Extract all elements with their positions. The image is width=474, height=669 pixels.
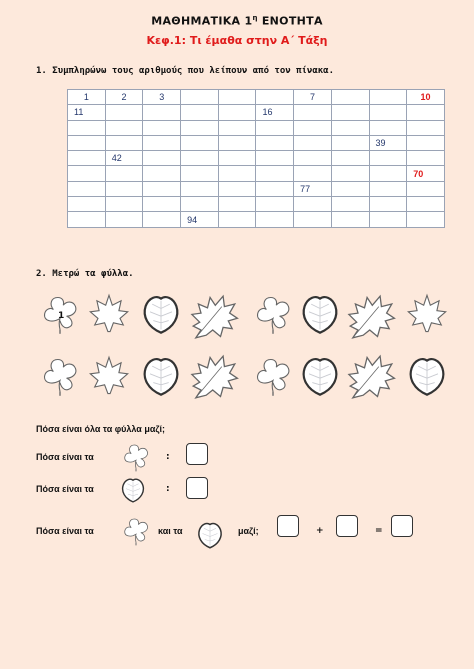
- number-table-cell[interactable]: 11: [68, 105, 106, 120]
- exercise-2-instruction: 2. Μετρώ τα φύλλα.: [36, 269, 134, 279]
- number-table-cell[interactable]: [143, 181, 181, 196]
- number-table-cell[interactable]: [68, 212, 106, 227]
- number-table-cell[interactable]: [407, 135, 445, 150]
- clover-leaf-icon: [117, 441, 155, 473]
- big-leaf-icon: [345, 351, 397, 403]
- number-table-cell[interactable]: [256, 212, 294, 227]
- number-table-cell[interactable]: [407, 105, 445, 120]
- clover-leaf-icon: [251, 351, 295, 401]
- round-leaf-count-answer-box[interactable]: [186, 477, 208, 499]
- plus-symbol: +: [316, 526, 324, 536]
- number-table-cell[interactable]: [143, 166, 181, 181]
- number-table-cell[interactable]: [143, 120, 181, 135]
- number-table-cell[interactable]: [369, 120, 407, 135]
- number-table-cell[interactable]: [181, 135, 219, 150]
- big-leaf-icon: [188, 291, 240, 343]
- number-table-cell[interactable]: [256, 181, 294, 196]
- number-table-cell[interactable]: [143, 105, 181, 120]
- question-both-label: Πόσα είναι τα: [36, 526, 94, 536]
- round-leaf-icon: [139, 291, 183, 337]
- number-table-cell[interactable]: 42: [105, 151, 143, 166]
- number-table-cell[interactable]: [143, 197, 181, 212]
- number-table-cell[interactable]: [218, 120, 256, 135]
- clover-leaf-icon: [38, 351, 82, 401]
- colon-symbol: :: [166, 484, 170, 494]
- question-clover-label: Πόσα είναι τα: [36, 452, 94, 462]
- round-leaf-icon: [195, 518, 225, 552]
- number-table-cell[interactable]: [369, 197, 407, 212]
- number-table-cell[interactable]: [256, 197, 294, 212]
- number-table-cell[interactable]: [143, 151, 181, 166]
- number-table-cell[interactable]: [105, 197, 143, 212]
- number-table-cell[interactable]: [331, 90, 369, 105]
- maple5-leaf-icon: [87, 351, 131, 401]
- number-table-cell[interactable]: 3: [143, 90, 181, 105]
- clover-leaf-icon: [251, 291, 295, 337]
- number-table-row: [68, 151, 445, 166]
- number-table-cell[interactable]: 77: [294, 181, 332, 196]
- sum-addend-1-box[interactable]: [277, 515, 299, 537]
- number-table-cell[interactable]: [407, 151, 445, 166]
- number-table-cell[interactable]: [143, 135, 181, 150]
- number-table-cell[interactable]: [256, 135, 294, 150]
- number-table-cell[interactable]: [407, 181, 445, 196]
- number-table-cell[interactable]: [331, 212, 369, 227]
- number-table-cell[interactable]: [218, 166, 256, 181]
- number-table-cell[interactable]: 2: [105, 90, 143, 105]
- number-table-cell[interactable]: 70: [407, 166, 445, 181]
- number-table-cell[interactable]: [105, 166, 143, 181]
- number-table-cell[interactable]: [294, 120, 332, 135]
- number-table-row: [68, 166, 445, 181]
- number-table-cell[interactable]: [407, 120, 445, 135]
- number-table-cell[interactable]: [369, 151, 407, 166]
- number-table-cell[interactable]: [256, 120, 294, 135]
- sum-addend-2-box[interactable]: [336, 515, 358, 537]
- number-table-cell[interactable]: [294, 151, 332, 166]
- number-table-row: [68, 90, 445, 105]
- round-leaf-icon: [139, 351, 183, 401]
- maple5-leaf-icon: [405, 291, 449, 337]
- number-table-cell[interactable]: [218, 181, 256, 196]
- number-table-cell[interactable]: [331, 181, 369, 196]
- number-table-cell[interactable]: [105, 105, 143, 120]
- round-leaf-icon: [298, 291, 342, 337]
- number-table-cell[interactable]: [143, 212, 181, 227]
- number-table-row: [68, 212, 445, 227]
- round-leaf-icon: [119, 474, 147, 506]
- number-table-cell[interactable]: [331, 105, 369, 120]
- maple5-leaf-icon: [87, 291, 131, 337]
- colon-symbol: :: [166, 452, 170, 462]
- number-table-cell[interactable]: [105, 181, 143, 196]
- question-both-end: μαζί;: [238, 526, 259, 536]
- worksheet-subtitle: Κεφ.1: Τι έμαθα στην Α΄ Τάξη: [146, 34, 328, 47]
- number-table-cell[interactable]: [369, 90, 407, 105]
- number-table-row: [68, 181, 445, 196]
- number-table-cell[interactable]: [294, 166, 332, 181]
- number-table-cell[interactable]: [294, 105, 332, 120]
- number-table-cell[interactable]: [256, 90, 294, 105]
- number-table-cell[interactable]: [407, 212, 445, 227]
- number-table-cell[interactable]: [68, 151, 106, 166]
- number-table-cell[interactable]: [294, 135, 332, 150]
- number-table-cell[interactable]: 7: [294, 90, 332, 105]
- number-table-cell[interactable]: [181, 105, 219, 120]
- clover-leaf-icon: [117, 515, 155, 547]
- number-table-cell[interactable]: [218, 212, 256, 227]
- round-leaf-icon: [405, 351, 449, 401]
- number-table-cell[interactable]: [407, 197, 445, 212]
- big-leaf-icon: [345, 291, 397, 343]
- number-table-cell[interactable]: [105, 135, 143, 150]
- number-table-cell[interactable]: [181, 151, 219, 166]
- number-table-cell[interactable]: [331, 166, 369, 181]
- number-table-cell[interactable]: [105, 120, 143, 135]
- number-table-cell[interactable]: 16: [256, 105, 294, 120]
- number-table-cell[interactable]: 94: [181, 212, 219, 227]
- number-table-cell[interactable]: [181, 181, 219, 196]
- clover-count-answer-box[interactable]: [186, 443, 208, 465]
- number-table-cell[interactable]: [68, 197, 106, 212]
- question-all-leaves: Πόσα είναι όλα τα φύλλα μαζί;: [36, 424, 166, 434]
- number-table-cell[interactable]: [105, 212, 143, 227]
- number-table-cell[interactable]: [331, 197, 369, 212]
- exercise-1-instruction: 1. Συμπληρώνω τους αριθμούς που λείπουν από τον πίνακα.: [36, 66, 335, 76]
- number-table-row: [68, 197, 445, 212]
- number-table-cell[interactable]: [294, 212, 332, 227]
- first-leaf-number: 1: [58, 311, 65, 321]
- number-table-cell[interactable]: 39: [369, 135, 407, 150]
- number-table-row: [68, 105, 445, 120]
- number-table-cell[interactable]: [181, 166, 219, 181]
- question-both-and: και τα: [158, 526, 183, 536]
- sum-result-box[interactable]: [391, 515, 413, 537]
- number-table-cell[interactable]: [256, 151, 294, 166]
- number-table-cell[interactable]: [218, 151, 256, 166]
- number-table-cell[interactable]: [68, 120, 106, 135]
- number-table-cell[interactable]: [331, 151, 369, 166]
- number-table-cell[interactable]: [369, 105, 407, 120]
- number-table-cell[interactable]: [218, 90, 256, 105]
- number-table-cell[interactable]: [218, 197, 256, 212]
- number-table-cell[interactable]: [294, 197, 332, 212]
- number-table-cell[interactable]: [369, 212, 407, 227]
- number-table-cell[interactable]: 10: [407, 90, 445, 105]
- question-round-label: Πόσα είναι τα: [36, 484, 94, 494]
- big-leaf-icon: [188, 351, 240, 403]
- number-table-row: [68, 120, 445, 135]
- number-table-cell[interactable]: [369, 181, 407, 196]
- number-table-cell[interactable]: [68, 166, 106, 181]
- number-table: [67, 89, 445, 228]
- number-table-cell[interactable]: [68, 181, 106, 196]
- number-table-cell[interactable]: [181, 197, 219, 212]
- number-table-cell[interactable]: [181, 120, 219, 135]
- number-table-cell[interactable]: [218, 135, 256, 150]
- number-table-cell[interactable]: [68, 135, 106, 150]
- worksheet-title: ΜΑΘΗΜΑΤΙΚΑ $1^\eta$ ΕΝΟΤΗΤΑ: [151, 14, 323, 28]
- number-table-cell[interactable]: [331, 120, 369, 135]
- number-table-row: [68, 135, 445, 150]
- number-table-cell[interactable]: [256, 166, 294, 181]
- equals-symbol: =: [375, 526, 383, 536]
- number-table-cell[interactable]: [218, 105, 256, 120]
- round-leaf-icon: [298, 351, 342, 401]
- number-table-cell[interactable]: 1: [68, 90, 106, 105]
- number-table-cell[interactable]: [331, 135, 369, 150]
- number-table-cell[interactable]: [181, 90, 219, 105]
- number-table-cell[interactable]: [369, 166, 407, 181]
